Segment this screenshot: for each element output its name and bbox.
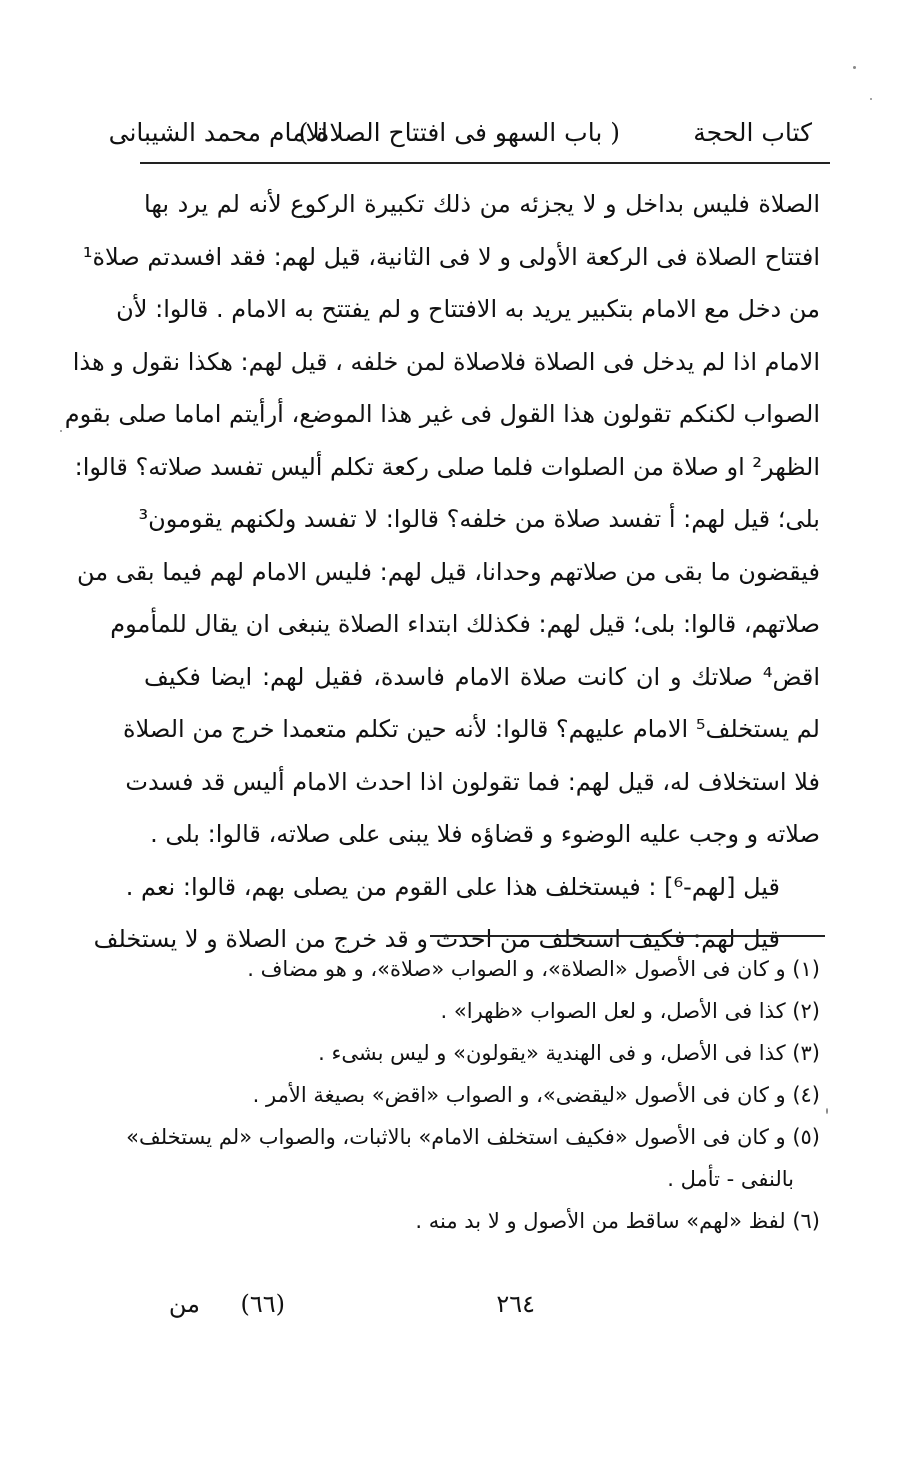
footnote: (٣) كذا فى الأصل، و فى الهندية «يقولون» و ليس بشىء . [318,1041,820,1065]
footnote-rule [430,935,825,937]
part-number: (٦٦) [240,1290,285,1318]
text-line-indented: قيل [لهم-⁶] : فيستخلف هذا على القوم من يصلى بهم، قالوا: نعم . [125,872,780,901]
header-chapter-title: ( باب السهو فى افتتاح الصلاة ) [298,118,620,147]
text-line-indented: قيل لهم: فكيف استخلف من احدث و قد خرج من الصلاة و لا يستخلف [93,925,780,953]
part-label: من [168,1290,200,1318]
header-author: للامام محمد الشيبانى [108,118,328,147]
text-line: اقض⁴ صلاتك و ان كانت صلاة الامام فاسدة، فقيل لهم: ايضا فكيف [144,662,820,691]
text-line: صلاتهم، قالوا: بلى؛ قيل لهم: فكذلك ابتداء الصلاة ينبغى ان يقال للمأموم [110,610,820,638]
text-line: فلا استخلاف له، قيل لهم: فما تقولون اذا احدث الامام أليس قد فسدت [125,767,820,796]
text-line: الامام اذا لم يدخل فى الصلاة فلاصلاة لمن خلفه ، قيل لهم: هكذا نقول و هذا [72,347,820,376]
footnote: (٥) و كان فى الأصول «فكيف استخلف الامام» بالاثبات، والصواب «لم يستخلف» [126,1125,820,1149]
text-line: صلاته و وجب عليه الوضوء و قضاؤه فلا يبنى على صلاته، قالوا: بلى . [150,820,820,848]
text-line: بلى؛ قيل لهم: أ تفسد صلاة من خلفه؟ قالوا: لا تفسد ولكنهم يقومون³ [138,505,820,533]
footnote: (١) و كان فى الأصول «الصلاة»، و الصواب «صلاة»، و هو مضاف . [247,957,820,981]
scan-speck [853,66,856,69]
footnote-continuation: بالنفى - تأمل . [667,1167,794,1191]
header-book-title: كتاب الحجة [693,118,812,147]
text-line: الظهر² او صلاة من الصلوات فلما صلى ركعة تكلم أليس تفسد صلاته؟ قالوا: [74,452,820,481]
text-line: فيقضون ما بقى من صلاتهم وحدانا، قيل لهم: فليس الامام لهم فيما بقى من [77,557,820,586]
scan-speck [60,430,62,432]
footnote: (٤) و كان فى الأصول «ليقضى»، و الصواب «اقض» بصيغة الأمر . [252,1083,820,1107]
text-line: الصواب لكنكم تقولون هذا القول فى غير هذا الموضع، أرأيتم اماما صلى بقوم [64,400,820,428]
footnote: (٢) كذا فى الأصل، و لعل الصواب «ظهرا» . [440,999,820,1023]
text-line: افتتاح الصلاة فى الركعة الأولى و لا فى الثانية، قيل لهم: فقد افسدتم صلاة¹ [82,242,820,271]
header-rule [140,162,830,164]
text-line: من دخل مع الامام بتكبير يريد به الافتتاح و لم يفتتح به الامام . قالوا: لأن [116,295,820,323]
running-header [108,108,818,158]
footnotes [126,948,820,1242]
text-line: الصلاة فليس بداخل و لا يجزئه من ذلك تكبيرة الركوع لأنه لم يرد بها [144,190,820,218]
page-footer [140,1290,820,1330]
footnote: (٦) لفظ «لهم» ساقط من الأصول و لا بد منه . [415,1209,820,1233]
page-number: ٢٦٤ [496,1290,535,1318]
main-text [64,178,820,966]
scan-speck [870,98,872,100]
text-line: لم يستخلف⁵ الامام عليهم؟ قالوا: لأنه حين تكلم متعمدا خرج من الصلاة [123,715,820,743]
scan-speck [826,1108,828,1114]
